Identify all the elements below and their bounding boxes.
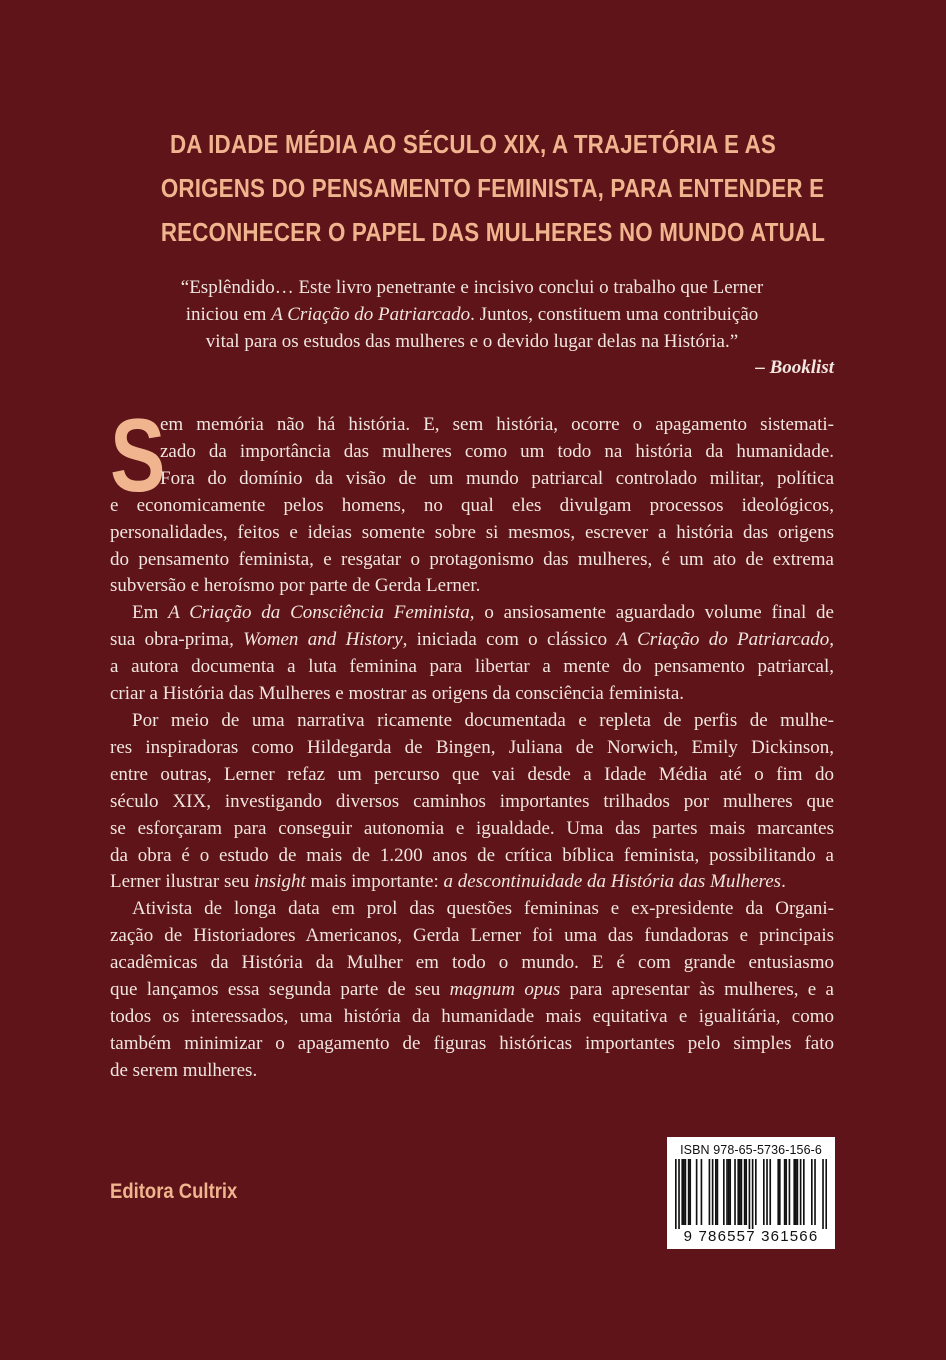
italic-text: magnum opus — [449, 979, 561, 1001]
barcode-bar — [766, 1159, 768, 1225]
quote-text: . Juntos, constituem uma contribuição — [470, 304, 759, 325]
barcode-bar — [678, 1159, 680, 1229]
barcode-bar — [723, 1159, 725, 1225]
barcode-bar — [741, 1159, 743, 1225]
barcode-bar — [709, 1159, 711, 1225]
barcode-bar — [803, 1159, 805, 1225]
barcode-bar — [681, 1159, 683, 1225]
quote-text: iniciou em — [185, 304, 272, 325]
paragraph-line: da obra é o estudo de mais de 1.200 anos de crítica bíblica feminista, possibilitando a — [110, 844, 834, 866]
barcode-bar — [685, 1159, 687, 1225]
barcode-bar — [763, 1159, 765, 1225]
barcode-bar — [769, 1159, 771, 1225]
paragraph-line: criar a História das Mulheres e mostrar as origens da consciência feminista. — [110, 683, 685, 705]
barcode-bar — [800, 1159, 802, 1225]
text: sua obra-prima, — [110, 629, 244, 651]
barcode-bar — [785, 1159, 787, 1225]
paragraph-line: e economicamente pelos homens, no qual eles divulgam processos ideológicos, — [110, 494, 834, 516]
text: mais importante: — [305, 871, 444, 893]
barcode-bar — [717, 1159, 719, 1225]
publisher-name: Editora Cultrix — [110, 1180, 238, 1203]
barcode-bar — [752, 1159, 754, 1229]
paragraph-line: res inspiradoras como Hildegarda de Bingen, Juliana de Norwich, Emily Dickinson, — [110, 736, 834, 758]
barcode-bar — [777, 1159, 779, 1225]
paragraph-line: personalidades, feitos e ideias somente sobre si mesmos, escrever a história das origens — [110, 521, 834, 543]
barcode-bar — [739, 1159, 741, 1225]
paragraph-line — [110, 869, 834, 896]
paragraph-line — [110, 977, 834, 1004]
barcode-bar — [675, 1159, 677, 1229]
italic-text: insight — [254, 871, 306, 893]
barcode-bar — [729, 1159, 731, 1225]
barcode-bar — [689, 1159, 691, 1225]
barcode-bar — [715, 1159, 717, 1225]
barcode-bar — [797, 1159, 799, 1225]
text: , — [829, 629, 834, 651]
text: Em — [132, 602, 169, 624]
barcode-bar — [793, 1159, 795, 1225]
paragraph-line: todos os interessados, uma história da humanidade mais equitativa e igualitária, como — [110, 1005, 834, 1027]
paragraph-line: Fora do domínio da visão de um mundo patriarcal controlado militar, política — [160, 467, 834, 489]
barcode-bar — [712, 1159, 714, 1225]
paragraph-line — [110, 627, 834, 654]
barcode-bar — [795, 1159, 797, 1225]
book-title: Women and History — [243, 629, 403, 651]
paragraph-line: Por meio de uma narrativa ricamente documentada e repleta de perfis de mulhe- — [132, 709, 834, 731]
barcode-bar — [789, 1159, 791, 1225]
quote-book-title: A Criação do Patriarcado — [271, 304, 471, 325]
barcode-bar — [701, 1159, 703, 1225]
paragraph-line: subversão e heroísmo por parte de Gerda Lerner. — [110, 575, 481, 597]
barcode-bar — [749, 1159, 751, 1229]
barcode-bar — [784, 1159, 786, 1225]
paragraph-line: acadêmicas da História da Mulher em todo o mundo. E é com grande entusiasmo — [110, 952, 834, 974]
barcode-bar — [683, 1159, 685, 1225]
text: , iniciada com o clássico — [402, 629, 617, 651]
headline — [160, 122, 826, 254]
drop-cap: S — [110, 398, 166, 514]
isbn-barcode — [667, 1137, 835, 1249]
italic-text: a descontinuidade da História das Mulheres — [443, 871, 782, 893]
barcode-bars — [675, 1159, 827, 1229]
headline-line: DA IDADE MÉDIA AO SÉCULO XIX, A TRAJETÓRIA E AS — [169, 129, 777, 159]
text: , o ansiosamente aguardado volume final de — [469, 602, 834, 624]
paragraph-line: de serem mulheres. — [110, 1059, 258, 1081]
quote-attribution: – Booklist — [755, 357, 834, 378]
headline-line: RECONHECER O PAPEL DAS MULHERES NO MUNDO ATUAL — [160, 217, 826, 247]
quote-line — [110, 301, 834, 328]
barcode-bar — [696, 1159, 698, 1225]
barcode-bar — [734, 1159, 736, 1225]
quote-line: “Esplêndido… Este livro penetrante e incisivo conclui o trabalho que Lerner — [180, 277, 764, 298]
barcode-bar — [814, 1159, 816, 1225]
barcode-bar — [726, 1159, 728, 1225]
paragraph-line — [110, 600, 834, 627]
barcode-bar — [811, 1159, 813, 1225]
barcode-bar — [745, 1159, 747, 1225]
paragraph-line: zação de Historiadores Americanos, Gerda Lerner foi uma das fundadoras e principais — [110, 925, 834, 947]
barcode-bar — [728, 1159, 730, 1225]
paragraph-line: se esforçaram para conseguir autonomia e igualdade. Uma das partes mais marcantes — [110, 817, 834, 839]
text: Lerner ilustrar seu — [110, 871, 255, 893]
barcode-bar — [744, 1159, 746, 1225]
barcode-bar — [825, 1159, 827, 1229]
text: para apresentar às mulheres, e a — [560, 979, 834, 1001]
paragraph-line: Ativista de longa data em prol das questões femininas e ex-presidente da Organi- — [132, 898, 834, 920]
paragraph-line: em memória não há história. E, sem história, ocorre o apagamento sistemati- — [160, 414, 834, 435]
barcode-digits: 9 786557 361566 — [683, 1228, 819, 1245]
text: que lançamos essa segunda parte de seu — [110, 979, 450, 1001]
paragraph-line: entre outras, Lerner refaz um percurso que vai desde a Idade Média até o fim do — [110, 763, 834, 785]
book-title: A Criação da Consciência Feminista — [168, 602, 470, 624]
barcode-bar — [779, 1159, 781, 1225]
paragraph-line: também minimizar o apagamento de figuras históricas importantes pelo simples fato — [110, 1032, 834, 1054]
barcode-bar — [822, 1159, 824, 1229]
headline-line: ORIGENS DO PENSAMENTO FEMINISTA, PARA ENTENDER E — [160, 173, 825, 203]
quote-line: vital para os estudos das mulheres e o devido lugar delas na História.” — [205, 331, 739, 352]
barcode-bar — [755, 1159, 757, 1225]
review-quote — [110, 274, 834, 355]
paragraph-line: zado da importância das mulheres como um todo na história da humanidade. — [160, 440, 834, 462]
isbn-label: ISBN 978-65-5736-156-6 — [680, 1143, 822, 1157]
book-title: A Criação do Patriarcado — [616, 629, 830, 651]
barcode-bar — [688, 1159, 690, 1225]
barcode-bar — [737, 1159, 739, 1225]
paragraph-line: século XIX, investigando diversos caminhos importantes trilhados por mulheres que — [110, 790, 834, 812]
paragraph-line: a autora documenta a luta feminina para libertar a mente do pensamento patriarcal, — [110, 656, 834, 678]
text: . — [781, 871, 786, 893]
paragraph-line: do pensamento feminista, e resgatar o protagonismo das mulheres, é um ato de extrema — [110, 548, 834, 570]
synopsis-body — [110, 412, 834, 1085]
